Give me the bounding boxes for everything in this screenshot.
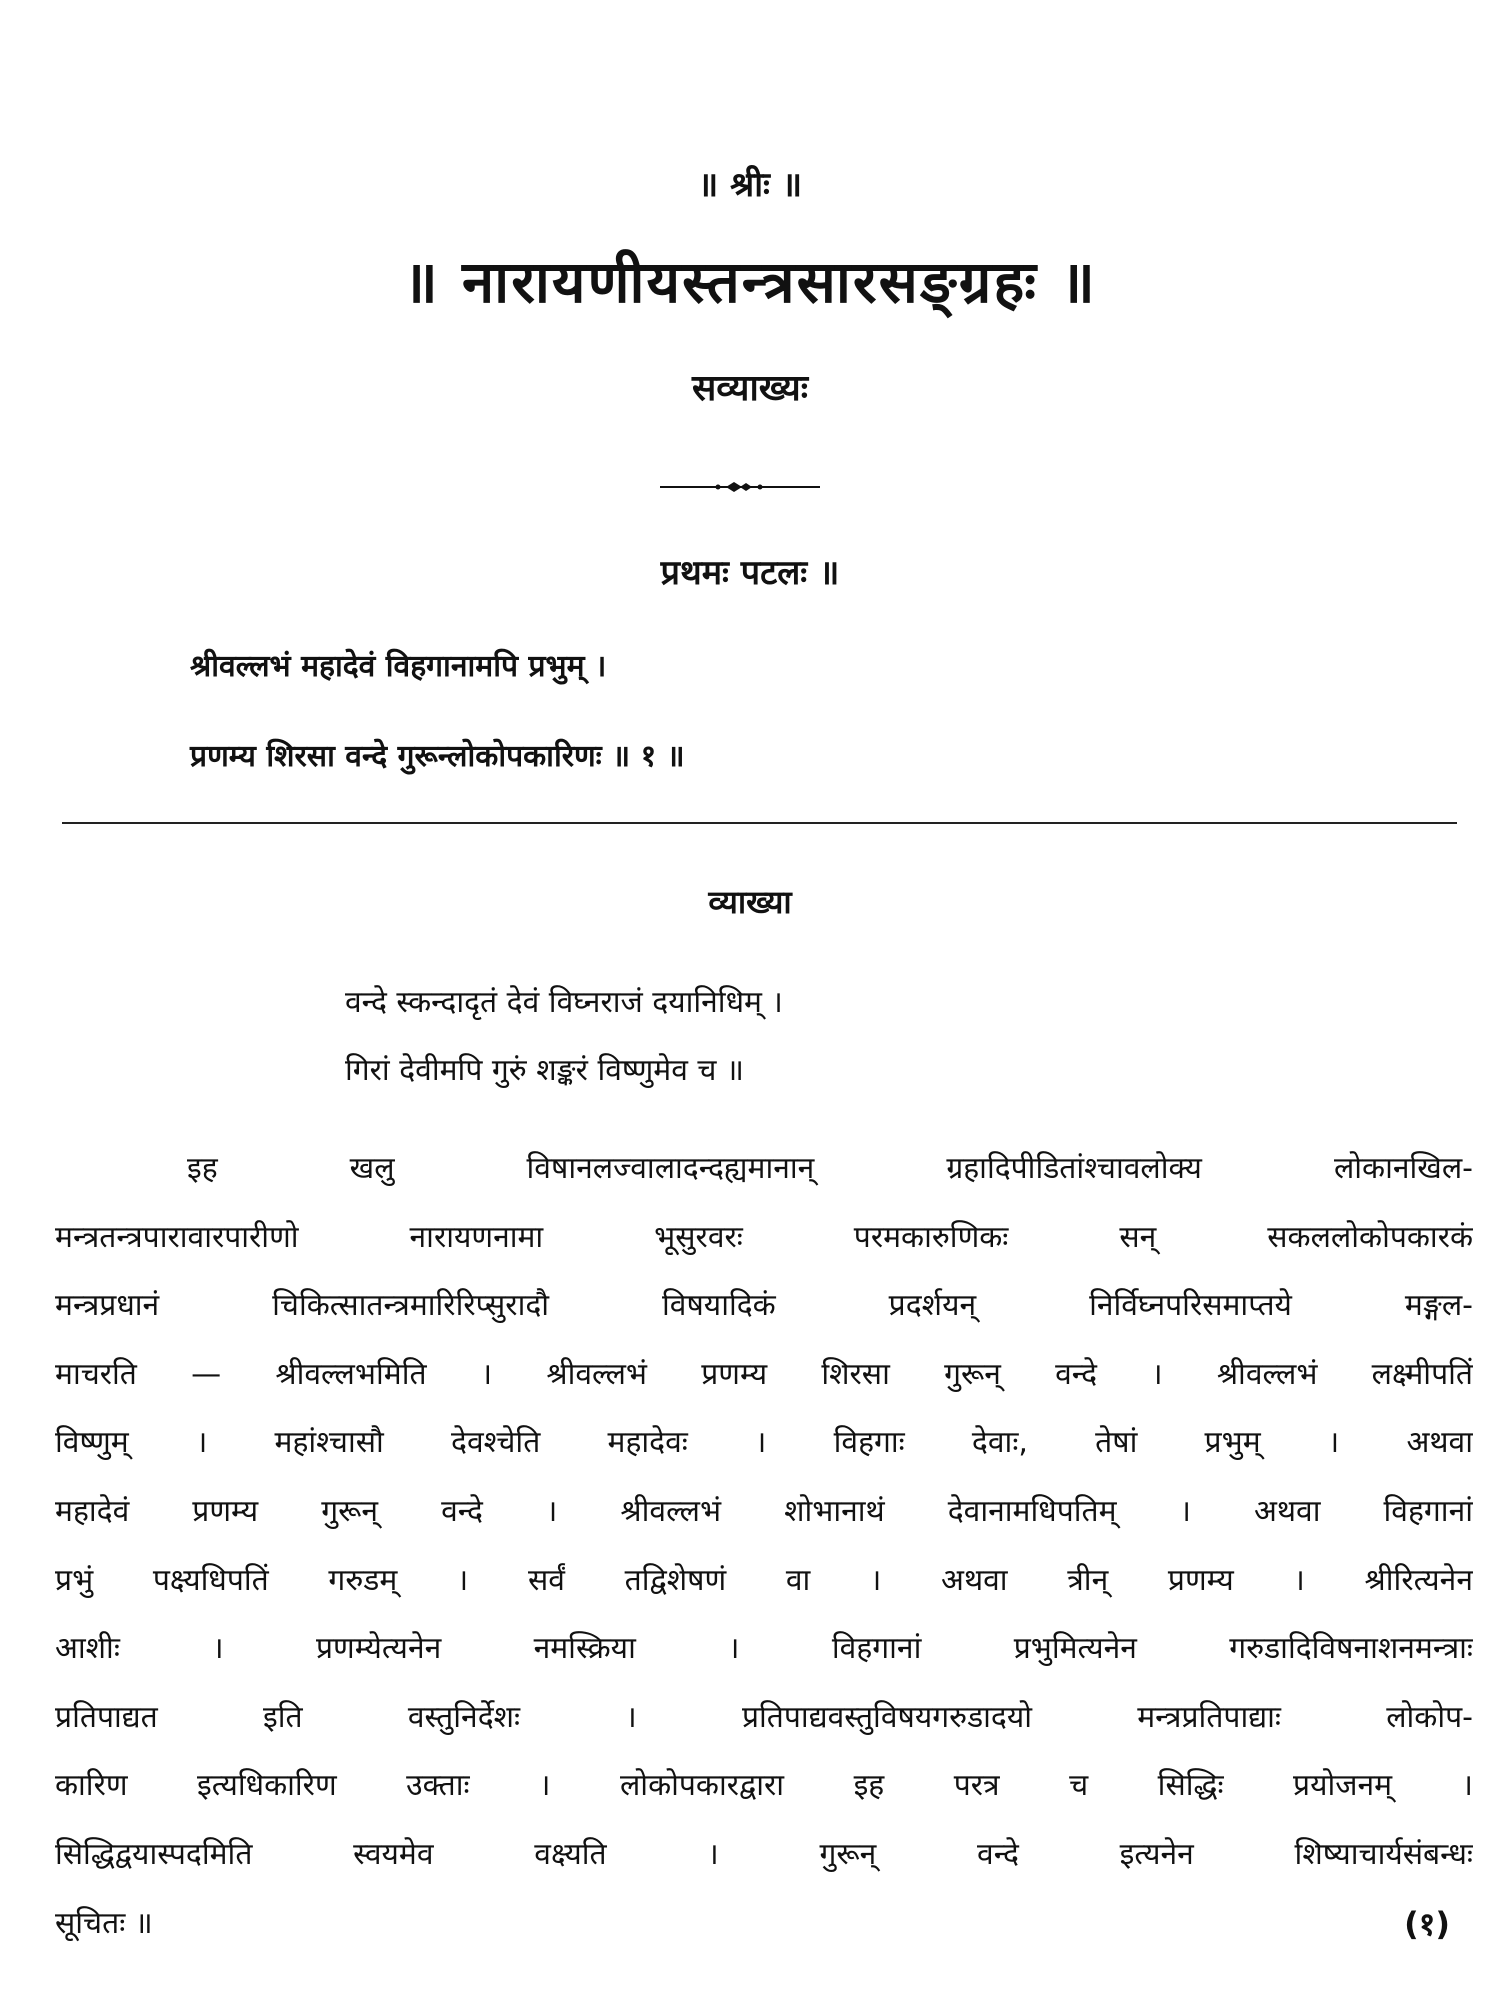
commentary-line: आशीः । प्रणम्येत्यनेन नमस्क्रिया । विहगानां प्रभुमित्यनेन गरुडादिविषनाशनमन्त्राः [55, 1631, 1473, 1667]
horizontal-rule [62, 822, 1457, 824]
page-subtitle: सव्याख्यः [691, 368, 809, 409]
commentary-line: महादेवं प्रणम्य गुरून् वन्दे । श्रीवल्लभं शोभानाथं देवानामधिपतिम् । अथवा विहगानां [55, 1493, 1473, 1529]
invocation-line-1: वन्दे स्कन्दादृतं देवं विघ्नराजं दयानिधिम् । [345, 985, 783, 1020]
commentary-line: सूचितः ॥ [55, 1905, 153, 1941]
commentary-line: इह खलु विषानलज्वालादन्दह्यमानान् ग्रहादिपीडितांश्चावलोक्य लोकानखिल- [187, 1151, 1473, 1186]
chapter-heading: प्रथमः पटलः ॥ [660, 553, 840, 593]
ornament-divider [660, 480, 820, 494]
commentary-line: प्रतिपाद्यत इति वस्तुनिर्देशः । प्रतिपाद्यवस्तुविषयगरुडादयो मन्त्रप्रतिपाद्याः लोकोप- [55, 1699, 1473, 1735]
commentary-line: कारिण इत्यधिकारिण उक्ताः । लोकोपकारद्वारा इह परत्र च सिद्धिः प्रयोजनम् । [55, 1768, 1473, 1804]
invocation-line-2: गिरां देवीमपि गुरुं शङ्करं विष्णुमेव च ॥ [345, 1053, 744, 1088]
commentary-line: मन्त्रप्रधानं चिकित्सातन्त्रमारिरिप्सुरादौ विषयादिकं प्रदर्शयन् निर्विघ्नपरिसमाप्तये मङ्गल- [55, 1288, 1473, 1324]
commentary-line: माचरति — श्रीवल्लभमिति । श्रीवल्लभं प्रणम्य शिरसा गुरून् वन्दे । श्रीवल्लभं लक्ष्मीपतिं [55, 1356, 1473, 1392]
commentary-line: सिद्धिद्वयास्पदमिति स्वयमेव वक्ष्यति । गुरून् वन्दे इत्यनेन शिष्याचार्यसंबन्धः [55, 1836, 1473, 1872]
verse-line-1: श्रीवल्लभं महादेवं विहगानामपि प्रभुम् । [190, 649, 607, 684]
commentary-heading: व्याख्या [708, 883, 792, 921]
page-title: ॥ नारायणीयस्तन्त्रसारसङ्ग्रहः ॥ [403, 248, 1097, 316]
shri-invocation: ॥ श्रीः ॥ [697, 165, 803, 205]
commentary-paragraph [55, 1135, 1473, 1958]
commentary-line: प्रभुं पक्ष्यधिपतिं गरुडम् । सर्वं तद्विशेषणं वा । अथवा त्रीन् प्रणम्य । श्रीरित्यनेन [55, 1562, 1473, 1598]
commentary-line: विष्णुम् । महांश्चासौ देवश्चेति महादेवः । विहगाः देवाः, तेषां प्रभुम् । अथवा [55, 1425, 1473, 1461]
verse-line-2: प्रणम्य शिरसा वन्दे गुरून्लोकोपकारिणः ॥ १ ॥ [190, 739, 685, 774]
page-number: (१) [1404, 1905, 1450, 1943]
commentary-line: मन्त्रतन्त्रपारावारपारीणो नारायणनामा भूसुरवरः परमकारुणिकः सन् सकललोकोपकारकं [55, 1219, 1473, 1255]
